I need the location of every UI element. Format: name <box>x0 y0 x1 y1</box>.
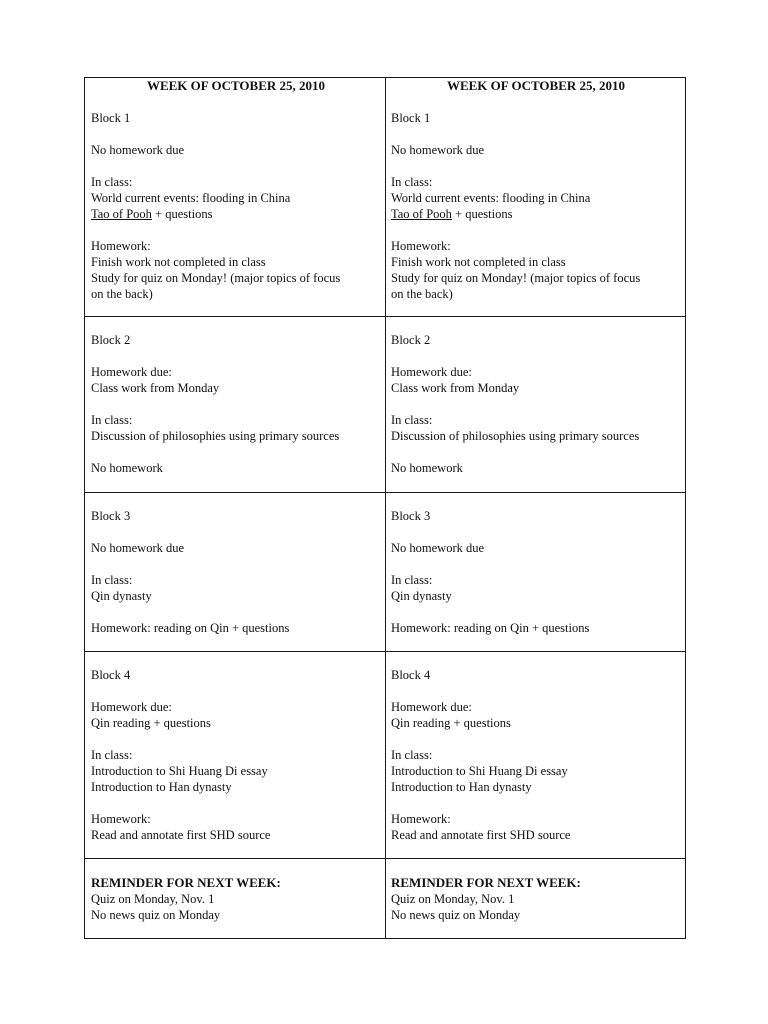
block1-homework-label: Homework: <box>391 239 451 253</box>
block1-label: Block 1 <box>91 111 131 125</box>
block4-in-class-item: Introduction to Han dynasty <box>91 780 232 794</box>
block2-cell <box>391 332 681 476</box>
reminder-cell <box>91 875 381 923</box>
block1-in-class-item: World current events: flooding in China <box>91 191 291 205</box>
reminder-title: REMINDER FOR NEXT WEEK: <box>91 875 281 890</box>
block3-homework-due: No homework due <box>391 541 485 555</box>
block1-homework-item: Study for quiz on Monday! (major topics of focus <box>91 271 341 285</box>
block3-in-class-label: In class: <box>91 573 133 587</box>
block3-homework: Homework: reading on Qin + questions <box>91 621 290 635</box>
block4-homework-label: Homework: <box>391 812 451 826</box>
block1-label: Block 1 <box>391 111 431 125</box>
block2-in-class-label: In class: <box>391 413 433 427</box>
block4-cell <box>391 667 681 843</box>
schedule-copy-left <box>85 78 385 938</box>
block2-homework-due-label: Homework due: <box>391 365 472 379</box>
block2-homework-due: Class work from Monday <box>91 381 220 395</box>
block1-homework-item: Finish work not completed in class <box>91 255 266 269</box>
block2-label: Block 2 <box>91 333 131 347</box>
block1-homework-due: No homework due <box>391 143 485 157</box>
reminder-item: Quiz on Monday, Nov. 1 <box>391 892 515 906</box>
reminder-cell <box>391 875 681 923</box>
block4-cell <box>91 667 381 843</box>
block4-homework-due-label: Homework due: <box>391 700 472 714</box>
block1-in-class-label: In class: <box>391 175 433 189</box>
week-title: WEEK OF OCTOBER 25, 2010 <box>446 78 626 93</box>
block4-homework-label: Homework: <box>91 812 151 826</box>
block3-homework: Homework: reading on Qin + questions <box>391 621 590 635</box>
block1-in-class-item: World current events: flooding in China <box>391 191 591 205</box>
reminder-item: Quiz on Monday, Nov. 1 <box>91 892 215 906</box>
block1-in-class-book <box>91 206 381 222</box>
block2-in-class-item: Discussion of philosophies using primary sources <box>91 429 340 443</box>
block4-label: Block 4 <box>91 668 131 682</box>
reminder-item: No news quiz on Monday <box>391 908 521 922</box>
schedule-sheet <box>84 77 686 939</box>
block1-homework-item: on the back) <box>91 287 153 301</box>
block1-homework-label: Homework: <box>91 239 151 253</box>
block1-homework-due: No homework due <box>91 143 185 157</box>
book-title: Tao of Pooh <box>391 207 452 221</box>
block2-homework-due: Class work from Monday <box>391 381 520 395</box>
block4-homework-due-label: Homework due: <box>91 700 172 714</box>
block2-in-class-label: In class: <box>91 413 133 427</box>
book-suffix: + questions <box>451 207 513 221</box>
reminder-title: REMINDER FOR NEXT WEEK: <box>391 875 581 890</box>
block4-in-class-item: Introduction to Shi Huang Di essay <box>391 764 568 778</box>
block4-homework-item: Read and annotate first SHD source <box>91 828 271 842</box>
block1-in-class-label: In class: <box>91 175 133 189</box>
block2-label: Block 2 <box>391 333 431 347</box>
block3-in-class-label: In class: <box>391 573 433 587</box>
block4-in-class-item: Introduction to Shi Huang Di essay <box>91 764 268 778</box>
block1-homework-item: Study for quiz on Monday! (major topics of focus <box>391 271 641 285</box>
block4-homework-due: Qin reading + questions <box>91 716 211 730</box>
block3-in-class-item: Qin dynasty <box>391 589 452 603</box>
block1-homework-item: Finish work not completed in class <box>391 255 566 269</box>
block4-label: Block 4 <box>391 668 431 682</box>
block3-label: Block 3 <box>391 509 431 523</box>
schedule-copy-right <box>385 78 685 938</box>
block2-homework-due-label: Homework due: <box>91 365 172 379</box>
book-title: Tao of Pooh <box>91 207 152 221</box>
block2-cell <box>91 332 381 476</box>
week-title: WEEK OF OCTOBER 25, 2010 <box>146 78 326 93</box>
block3-cell <box>391 508 681 636</box>
block1-in-class-book <box>391 206 681 222</box>
block4-in-class-label: In class: <box>391 748 433 762</box>
block3-cell <box>91 508 381 636</box>
block4-in-class-item: Introduction to Han dynasty <box>391 780 532 794</box>
block1-cell <box>91 78 381 302</box>
book-suffix: + questions <box>151 207 213 221</box>
block4-homework-due: Qin reading + questions <box>391 716 511 730</box>
block2-in-class-item: Discussion of philosophies using primary sources <box>391 429 640 443</box>
block3-homework-due: No homework due <box>91 541 185 555</box>
block2-homework: No homework <box>91 461 163 475</box>
block3-label: Block 3 <box>91 509 131 523</box>
block2-homework: No homework <box>391 461 463 475</box>
block4-in-class-label: In class: <box>91 748 133 762</box>
reminder-item: No news quiz on Monday <box>91 908 221 922</box>
block4-homework-item: Read and annotate first SHD source <box>391 828 571 842</box>
block1-homework-item: on the back) <box>391 287 453 301</box>
block1-cell <box>391 78 681 302</box>
block3-in-class-item: Qin dynasty <box>91 589 152 603</box>
